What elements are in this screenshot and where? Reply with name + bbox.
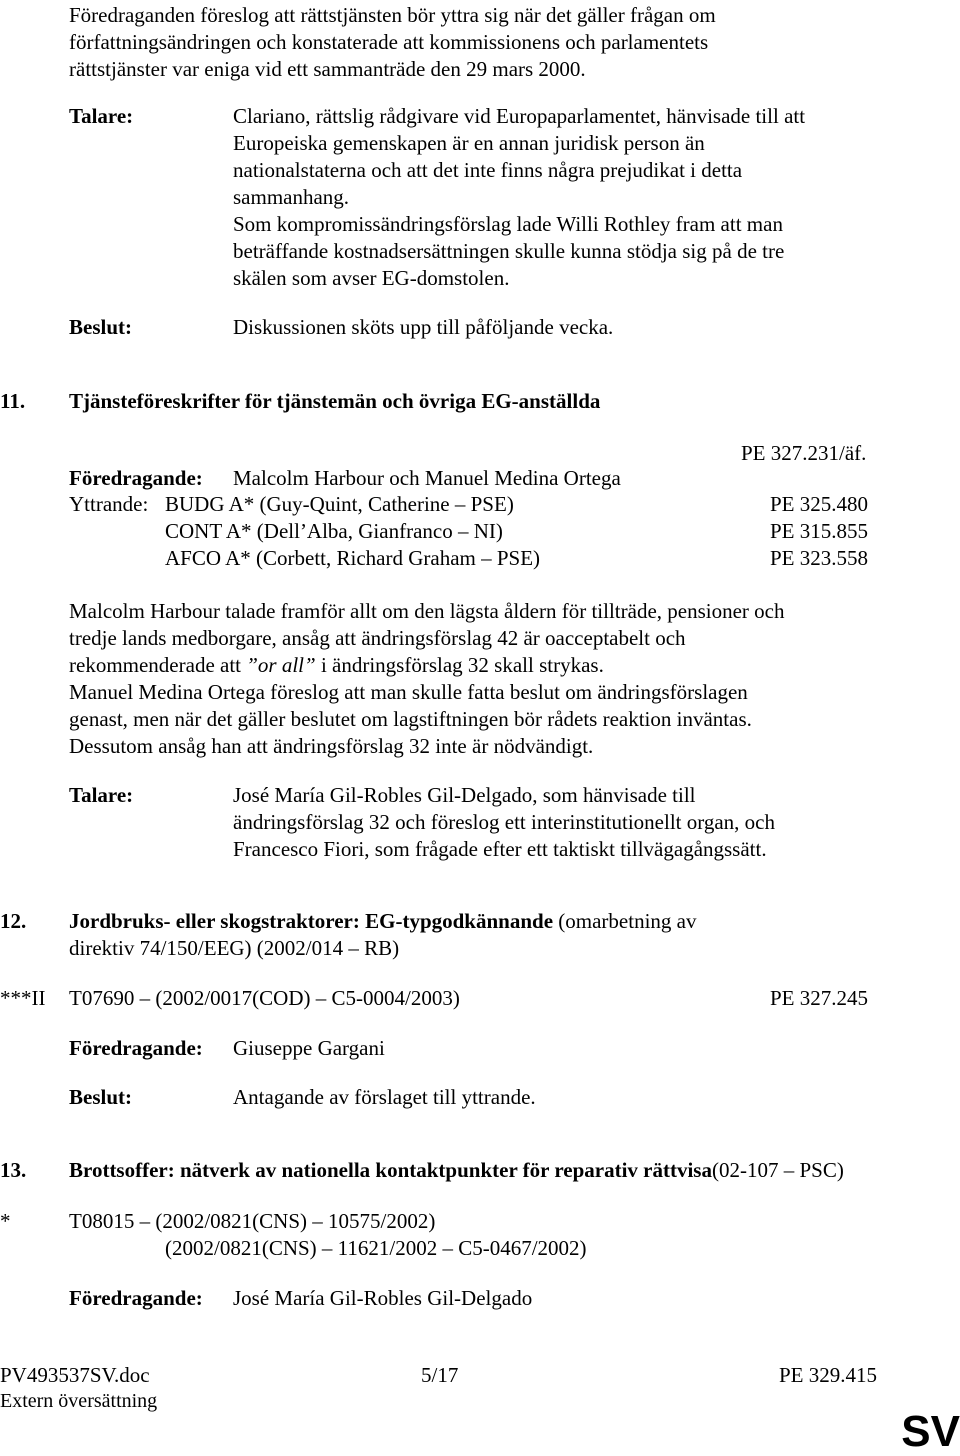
rapporteur-name: José María Gil-Robles Gil-Delgado — [233, 1286, 533, 1310]
item-11-number: 11. — [0, 389, 26, 413]
speaker-label: Talare: — [69, 783, 134, 807]
body-line: tredje lands medborgare, ansåg att ändringsförslag 42 är oacceptabelt och — [69, 626, 686, 650]
body-line — [69, 652, 604, 679]
item-12-title-line-2: direktiv 74/150/EEG) (2002/014 – RB) — [69, 936, 400, 960]
body-line: Malcolm Harbour talade framför allt om den lägsta åldern för tillträde, pensioner och — [69, 599, 785, 623]
speaker-text-line: Som kompromissändringsförslag lade Willi Rothley fram att man — [233, 212, 783, 236]
procedure-reference: T07690 – (2002/0017(COD) – C5-0004/2003) — [69, 986, 460, 1010]
decision-text: Antagande av förslaget till yttrande. — [233, 1085, 536, 1109]
speaker-text-line: José María Gil-Robles Gil-Delgado, som hänvisade till — [233, 783, 696, 807]
item-12-pe-ref: PE 327.245 — [770, 986, 869, 1010]
rapporteur-name: Malcolm Harbour och Manuel Medina Ortega — [233, 466, 621, 490]
body-text: i ändringsförslag 32 skall strykas. — [315, 653, 604, 677]
quoted-phrase: ”or all” — [246, 653, 316, 677]
item-12-title: Jordbruks- eller skogstraktorer: EG-typgodkännande — [69, 909, 554, 933]
intro-line-2: författningsändringen och konstaterade att kommissionens och parlamentets — [69, 30, 709, 54]
procedure-reference: (2002/0821(CNS) – 11621/2002 – C5-0467/2002) — [165, 1236, 587, 1260]
footer-page-number: 5/17 — [421, 1363, 459, 1387]
intro-line-1: Föredraganden föreslog att rättstjänsten bör yttra sig när det gäller frågan om — [69, 3, 716, 27]
item-13-title-line — [69, 1157, 844, 1184]
speaker-text-line: ändringsförslag 32 och föreslog ett interinstitutionellt organ, och — [233, 810, 776, 834]
item-11-title: Tjänsteföreskrifter för tjänstemän och övriga EG-anställda — [69, 389, 601, 413]
rapporteur-label: Föredragande: — [69, 1286, 203, 1310]
language-code: SV — [901, 1407, 960, 1456]
body-line: Manuel Medina Ortega föreslog att man skulle fatta beslut om ändringsförslagen — [69, 680, 748, 704]
procedure-mark: ***II — [0, 986, 46, 1010]
opinion-committee: AFCO A* (Corbett, Richard Graham – PSE) — [165, 546, 541, 570]
decision-label: Beslut: — [69, 1085, 132, 1109]
speaker-text-line: nationalstaterna och att det inte finns några prejudikat i detta — [233, 158, 743, 182]
item-12-number: 12. — [0, 909, 27, 933]
speaker-text-line: beträffande kostnadsersättningen skulle kunna stödja sig på de tre — [233, 239, 785, 263]
body-text: rekommenderade att — [69, 653, 247, 677]
item-11-pe-ref: PE 327.231/äf. — [741, 441, 867, 465]
item-13-number: 13. — [0, 1158, 27, 1182]
opinion-committee: CONT A* (Dell’Alba, Gianfranco – NI) — [165, 519, 503, 543]
rapporteur-label: Föredragande: — [69, 1036, 203, 1060]
opinion-pe-ref: PE 325.480 — [770, 492, 869, 516]
speaker-text-line: skälen som avser EG-domstolen. — [233, 266, 510, 290]
rapporteur-name: Giuseppe Gargani — [233, 1036, 385, 1060]
speaker-text-line: Francesco Fiori, som frågade efter ett taktiskt tillvägagångssätt. — [233, 837, 767, 861]
opinion-pe-ref: PE 323.558 — [770, 546, 869, 570]
footer-pe-ref: PE 329.415 — [779, 1363, 878, 1387]
item-12-title-rest: (omarbetning av — [553, 909, 697, 933]
speaker-text-line: Europeiska gemenskapen är en annan juridisk person än — [233, 131, 705, 155]
body-line: Dessutom ansåg han att ändringsförslag 32 inte är nödvändigt. — [69, 734, 594, 758]
footer-doc-name: PV493537SV.doc — [0, 1363, 150, 1387]
opinion-committee: BUDG A* (Guy-Quint, Catherine – PSE) — [165, 492, 514, 516]
speaker-text-line: Clariano, rättslig rådgivare vid Europaparlamentet, hänvisade till att — [233, 104, 806, 128]
procedure-reference: T08015 – (2002/0821(CNS) – 10575/2002) — [69, 1209, 436, 1233]
item-12-title-line — [69, 908, 696, 935]
procedure-mark: * — [0, 1209, 11, 1233]
body-line: genast, men när det gäller beslutet om lagstiftningen bör rådets reaktion inväntas. — [69, 707, 752, 731]
opinion-pe-ref: PE 315.855 — [770, 519, 869, 543]
rapporteur-label: Föredragande: — [69, 466, 203, 490]
speaker-label: Talare: — [69, 104, 134, 128]
item-13-title: Brottsoffer: nätverk av nationella kontaktpunkter för reparativ rättvisa — [69, 1158, 712, 1182]
decision-text: Diskussionen sköts upp till påföljande vecka. — [233, 315, 614, 339]
speaker-text-line: sammanhang. — [233, 185, 350, 209]
intro-line-3: rättstjänster var eniga vid ett sammanträde den 29 mars 2000. — [69, 57, 586, 81]
decision-label: Beslut: — [69, 315, 132, 339]
opinion-label: Yttrande: — [69, 492, 149, 516]
item-13-title-rest: (02-107 – PSC) — [711, 1158, 844, 1182]
footer-translation-note: Extern översättning — [0, 1390, 158, 1412]
